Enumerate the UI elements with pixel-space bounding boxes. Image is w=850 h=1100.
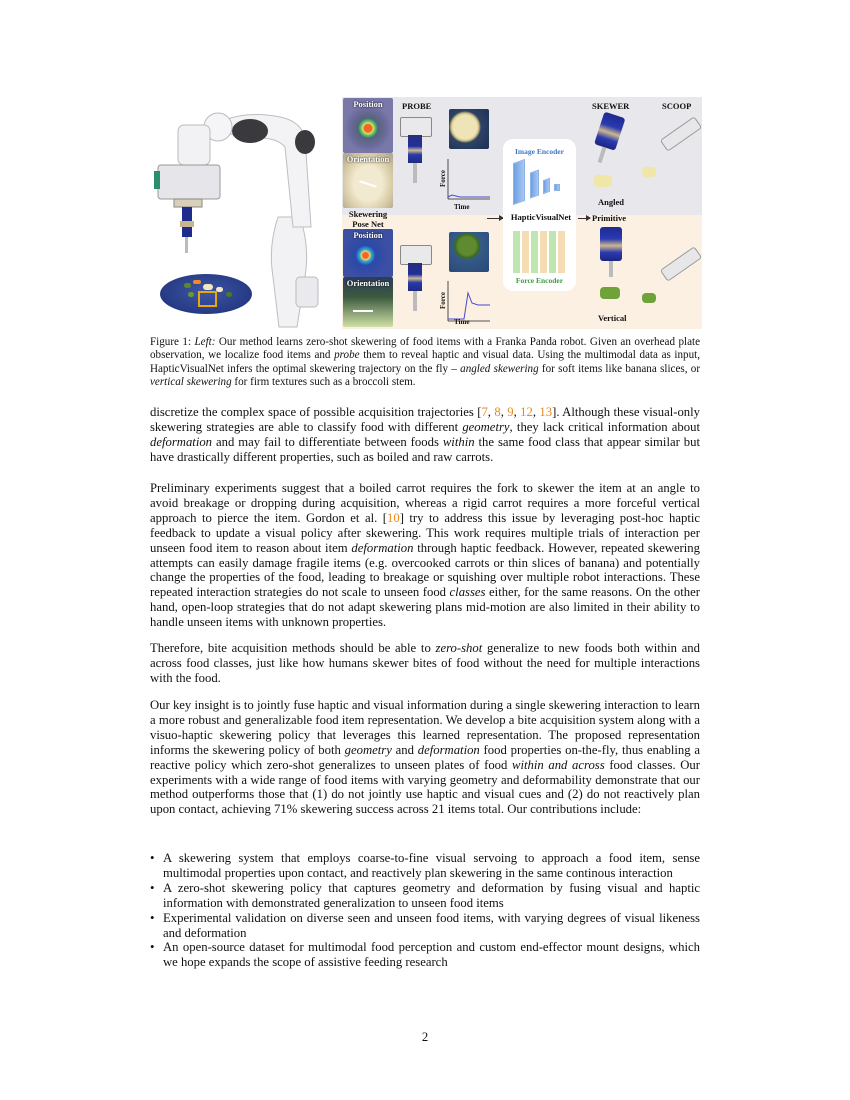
skewering-pose-net-label: Skewering Pose Net <box>348 209 388 229</box>
arrow-to-network-icon <box>487 218 503 219</box>
orientation-map-banana: Orientation <box>343 153 393 208</box>
probe-label: PROBE <box>402 101 432 111</box>
force-plot-banana: Force Time <box>442 157 490 201</box>
banana-slice-scooped <box>642 167 656 177</box>
position-heatmap-banana: Position <box>343 98 393 153</box>
citation-link[interactable]: 12 <box>520 405 533 419</box>
haptic-visual-net-label: HapticVisualNet <box>507 212 575 222</box>
banana-slice <box>594 175 612 187</box>
page-number: 2 <box>421 1030 429 1044</box>
contributions-list <box>150 851 700 970</box>
force-encoder-label: Force Encoder <box>515 276 564 285</box>
food-plate <box>160 274 252 314</box>
list-item: • A skewering system that employs coarse-to-fine visual servoing to approach a food item, sense multimodal properties upon contact, and reactively plan skewering in the same continous interaction <box>150 851 700 881</box>
list-item: • An open-source dataset for multimodal food perception and custom end-effector mount designs, which we hope expands the scope of assistive feeding research <box>150 940 700 970</box>
citation-link[interactable]: 9 <box>507 405 514 419</box>
food-item-carrot <box>193 280 201 284</box>
list-item: • Experimental validation on diverse seen and unseen food items, with varying degrees of visual likeness and deformation <box>150 911 700 941</box>
orientation-map-broccoli: Orientation <box>343 277 393 327</box>
cnn-layer-icon <box>530 169 539 198</box>
food-item-broccoli <box>184 283 191 288</box>
skewer-label: SKEWER <box>592 101 630 111</box>
orientation-arrow-icon <box>359 180 377 187</box>
paragraph-4: Our key insight is to jointly fuse haptic and visual information during a single skewering interaction to learn a more robust and generalizable food item representation. We develop a bite acquisition system along with a visuo-haptic skewering policy that leverages this learned representation. The proposed representation informs the skewering policy of both geometry and deformation food properties on-the-fly, thus enabling a reactive policy which zero-shot generalizes to unseen plates of food within and across food classes. Our experiments with a wide range of food items with varying geometry and deformability demonstrate that our method outperforms those that (1) do not jointly use haptic and visual cues and (2) do not reactively plan upon contact, achieving 71% skewering success across 21 items total. Our contributions include: <box>150 698 700 817</box>
broccoli-scooped <box>642 293 656 303</box>
banana-closeup-photo <box>449 109 489 149</box>
citation-link[interactable]: 10 <box>387 510 400 525</box>
angled-label: Angled <box>598 197 624 207</box>
pipeline-diagram <box>342 97 702 329</box>
force-encoder-bar <box>522 231 529 273</box>
citation-link[interactable]: 7 <box>481 405 488 419</box>
force-encoder-bar <box>531 231 538 273</box>
cnn-layer-icon <box>513 159 525 205</box>
food-item-banana <box>203 284 213 290</box>
cnn-layer-icon <box>554 184 560 191</box>
figure-1 <box>150 97 702 329</box>
detection-bounding-box <box>198 291 217 307</box>
broccoli-piece <box>600 287 620 299</box>
list-item: • A zero-shot skewering policy that captures geometry and deformation by fusing visual and haptic information with demonstrated generalization to unseen food items <box>150 881 700 911</box>
paragraph-3: Therefore, bite acquisition methods should be able to zero-shot generalize to new foods both within and across food classes, just like how humans skewer bites of food without the need for multiple interactions with the food. <box>150 641 700 685</box>
orientation-arrow-icon <box>353 310 373 312</box>
force-encoder-bar <box>549 231 556 273</box>
robot-photo-panel <box>150 97 340 329</box>
citation-link[interactable]: 8 <box>494 405 501 419</box>
paragraph-2: Preliminary experiments suggest that a boiled carrot requires the fork to skewer the item at an angle to avoid breakage or dropping during acquisition, whereas a rigid carrot requires a more forceful vertical approach to pierce the item. Gordon et al. [10] try to address this issue by leveraging post-hoc haptic feedback to update a visual policy after skewering. This work requires multiple trials of interaction per unseen food item to reason about item deformation through haptic feedback. However, repeated skewering attempts can easily damage fragile items (e.g. overcooked carrots or thin slices of banana) and potentially change the properties of the food, leading to breakage or squishing over multiple robot interactions. These repeated interaction strategies do not scale to unseen food classes either, for the same reasons. On the other hand, open-loop strategies that do not adapt skewering plans mid-motion are also limited in their ability to handle unseen items with unknown properties. <box>150 481 700 630</box>
food-item-banana <box>216 287 223 292</box>
figure-caption: Figure 1: Left: Our method learns zero-shot skewering of food items with a Franka Panda robot. Given an overhead plate observation, we localize food items and probe them to reveal haptic and visual data. Using the multimodal data as input, HapticVisualNet infers the optimal skewering trajectory on the fly – angled skewering for soft items like banana slices, or vertical skewering for firm textures such as a broccoli stem. <box>150 336 701 389</box>
citation-link[interactable]: 13 <box>539 405 553 419</box>
food-item-broccoli <box>188 292 194 297</box>
image-encoder-label: Image Encoder <box>515 147 564 156</box>
force-encoder-bar <box>540 231 547 273</box>
primitive-label: Primitive <box>592 213 626 223</box>
paragraph-1: discretize the complex space of possible acquisition trajectories [7, 8, 9, 12, 13]. Although these visual-only skewering strategies are able to classify food with different geometry, they lack critical information about deformation and may fail to differentiate between foods within the same food class that appear similar but have drastically different properties, such as boiled and raw carrots. <box>150 405 701 464</box>
scoop-label: SCOOP <box>662 101 692 111</box>
vertical-label: Vertical <box>598 313 627 323</box>
force-encoder-bar <box>558 231 565 273</box>
cnn-layer-icon <box>543 178 550 195</box>
force-encoder-bar <box>513 231 520 273</box>
arrow-to-primitive-icon <box>578 218 590 219</box>
food-item-broccoli <box>226 292 232 297</box>
force-plot-broccoli: Force Time <box>442 279 490 323</box>
broccoli-closeup-photo <box>449 232 489 272</box>
position-heatmap-broccoli: Position <box>343 229 393 277</box>
